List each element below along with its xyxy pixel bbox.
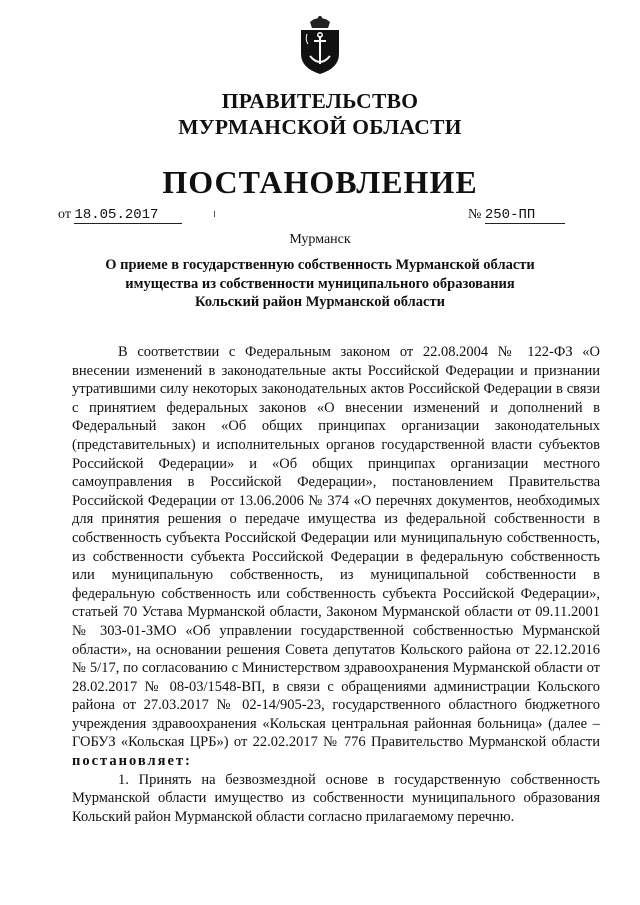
murmansk-coat-of-arms-icon [298,16,342,76]
number-prefix: № [468,207,482,222]
date-prefix: от [58,207,71,222]
subject-line-3: Кольский район Мурманской области [195,294,445,310]
document-type-title: ПОСТАНОВЛЕНИЕ [162,164,478,200]
resolves-keyword: постановляет: [72,753,192,770]
preamble-text: В соответствии с Федеральным законом от 22.08.2004 № 122-ФЗ «О внесении изменений в законодательные акты Российской Федерации и признании утратившими силу некоторых законодательных актов Российской Федерации в связи с принятием федеральных законов «О внесении изменений и дополнений в Федеральный закон «Об общих принципах организации законодательных (представительных) и исполнительных органов государственной власти субъектов Российской Федерации» и «Об общих принципах организации местного самоуправления в Российской Федерации», постановлением Правительства Российской Федерации от 13.06.2006 № 374 «О перечнях документов, необходимых для принятия решения о передаче имущества из федеральной собственности в собственность субъекта Российской Федерации или муниципальную собственность, из собственности субъекта Российской Федерации в федеральную собственность или муниципальную собственность, из муниципальной собственности в федеральную собственность или собственность субъекта Российской Федерации», статьей 70 Устава Мурманской области, Законом Мурманской области от 09.11.2001 № 303-01-ЗМО «Об управлении государственной собственностью Мурманской области», на основании решения Совета депутатов Кольского района от 22.12.2016 № 5/17, по согласованию с Министерством здравоохранения Мурманской области от 28.02.2017 № 08-03/1548-ВП, в связи с обращениями администрации Кольского района от 27.03.2017 № 02-14/905-23, государственного областного бюджетного учреждения здравоохранения «Кольская центральная районная больница» (далее – ГОБУЗ «Кольская ЦРБ») от 22.02.2017 № 776 Правительство Мурманской области [72,344,600,751]
subject-line-1: О приеме в государственную собственность Мурманской области [105,257,535,273]
document-number [468,207,565,224]
document-subject [60,256,580,312]
subject-line-2: имущества из собственности муниципального образования [125,275,515,292]
city-name: Мурманск [289,232,351,247]
document-date [58,207,182,224]
document-body [72,343,600,826]
government-name-line-2: МУРМАНСКОЙ ОБЛАСТИ [178,115,462,139]
item-1-paragraph: 1. Принять на безвозмездной основе в государственную собственность Мурманской области имущество из собственности муниципального образования Кольский район Мурманской области согласно прилагаемому перечню. [72,771,600,825]
preamble-paragraph [72,343,600,771]
fold-mark [214,211,215,217]
government-name-line-1: ПРАВИТЕЛЬСТВО [221,89,419,113]
date-value: 18.05.2017 [74,208,182,224]
number-value: 250-ПП [485,208,565,224]
government-name [0,88,640,140]
